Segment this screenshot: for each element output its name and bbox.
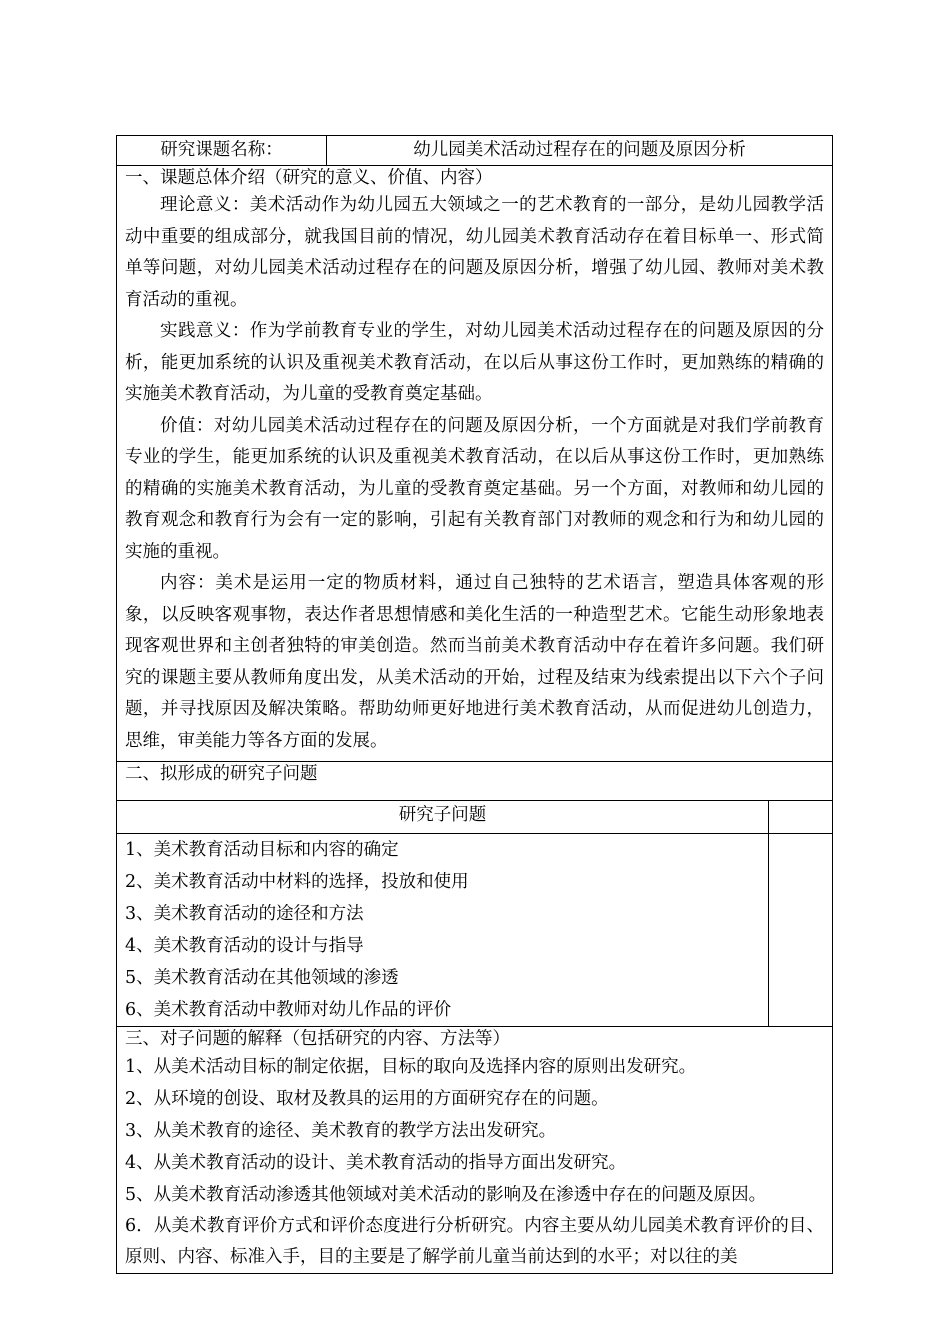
list-item: 3、美术教育活动的途径和方法 (125, 904, 364, 924)
subquestion-list-row (117, 834, 833, 1027)
theory-paragraph: 理论意义：美术活动作为幼儿园五大领域之一的艺术教育的一部分，是幼儿园教学活动中重要的组成部分，就我国目前的情况，幼儿园美术教育活动存在着目标单一、形式简单等问题，对幼儿园美术活动过程存在的问题及原因分析，增强了幼儿园、教师对美术教育活动的重视。 (125, 195, 824, 310)
title-row (117, 136, 833, 166)
list-item: 1、从美术活动目标的制定依据，目标的取向及选择内容的原则出发研究。 (125, 1057, 697, 1077)
section3-cell (117, 1027, 833, 1274)
section3-heading: 三、对子问题的解释（包括研究的内容、方法等） (125, 1029, 510, 1049)
list-item: 1、美术教育活动目标和内容的确定 (125, 840, 399, 860)
section3-row (117, 1027, 833, 1274)
subquestion-header-row (117, 801, 833, 834)
topic-label: 研究课题名称： (117, 136, 327, 166)
section1-heading: 一、课题总体介绍（研究的意义、价值、内容） (125, 168, 493, 188)
section2-heading: 二、拟形成的研究子问题 (125, 764, 318, 784)
proposal-table (116, 135, 833, 1274)
section2-heading-row (117, 762, 833, 801)
list-item: 3、从美术教育的途径、美术教育的教学方法出发研究。 (125, 1121, 557, 1141)
list-item: 4、美术教育活动的设计与指导 (125, 936, 364, 956)
list-item: 2、从环境的创设、取材及教具的运用的方面研究存在的问题。 (125, 1089, 609, 1109)
section1-cell (117, 166, 833, 762)
list-item: 5、美术教育活动在其他领域的渗透 (125, 968, 399, 988)
content-paragraph: 内容：美术是运用一定的物质材料，通过自己独特的艺术语言，塑造具体客观的形象，以反映客观事物，表达作者思想情感和美化生活的一种造型艺术。它能生动形象地表现客观世界和主创者独特的审美创造。然而当前美术教育活动中存在着许多问题。我们研究的课题主要从教师角度出发，从美术活动的开始，过程及结束为线索提出以下六个子问题，并寻找原因及解决策略。帮助幼师更好地进行美术教育活动，从而促进幼儿创造力，思维，审美能力等各方面的发展。 (125, 573, 824, 751)
list-item: 4、从美术教育活动的设计、美术教育活动的指导方面出发研究。 (125, 1153, 627, 1173)
list-item: 5、从美术教育活动渗透其他领域对美术活动的影响及在渗透中存在的问题及原因。 (125, 1185, 767, 1205)
proposal-form (116, 135, 832, 1274)
subquestion-list (117, 834, 769, 1027)
section1-row (117, 166, 833, 762)
value-paragraph: 价值：对幼儿园美术活动过程存在的问题及原因分析，一个方面就是对我们学前教育专业的学生，能更加系统的认识及重视美术教育活动，在以后从事这份工作时，更加熟练的精确的实施美术教育活动，为儿童的受教育奠定基础。另一个方面，对教师和幼儿园的教育观念和教育行为会有一定的影响，引起有关教育部门对教师的观念和行为和幼儿园的实施的重视。 (125, 415, 824, 562)
evaluation-paragraph: 6．从美术教育评价方式和评价态度进行分析研究。内容主要从幼儿园美术教育评价的目、原则、内容、标准入手，目的主要是了解学前儿童当前达到的水平；对以往的美 (125, 1216, 824, 1267)
practice-paragraph: 实践意义：作为学前教育专业的学生，对幼儿园美术活动过程存在的问题及原因的分析，能更加系统的认识及重视美术教育活动，在以后从事这份工作时，更加熟练的精确的实施美术教育活动，为儿童的受教育奠定基础。 (125, 321, 824, 404)
subquestion-header: 研究子问题 (117, 801, 769, 834)
topic-title: 幼儿园美术活动过程存在的问题及原因分析 (327, 136, 833, 166)
subquestion-header-side (769, 801, 833, 834)
list-item: 2、美术教育活动中材料的选择，投放和使用 (125, 872, 469, 892)
section2-heading-cell (117, 762, 833, 801)
subquestion-list-side (769, 834, 833, 1027)
list-item: 6、美术教育活动中教师对幼儿作品的评价 (125, 1000, 452, 1020)
